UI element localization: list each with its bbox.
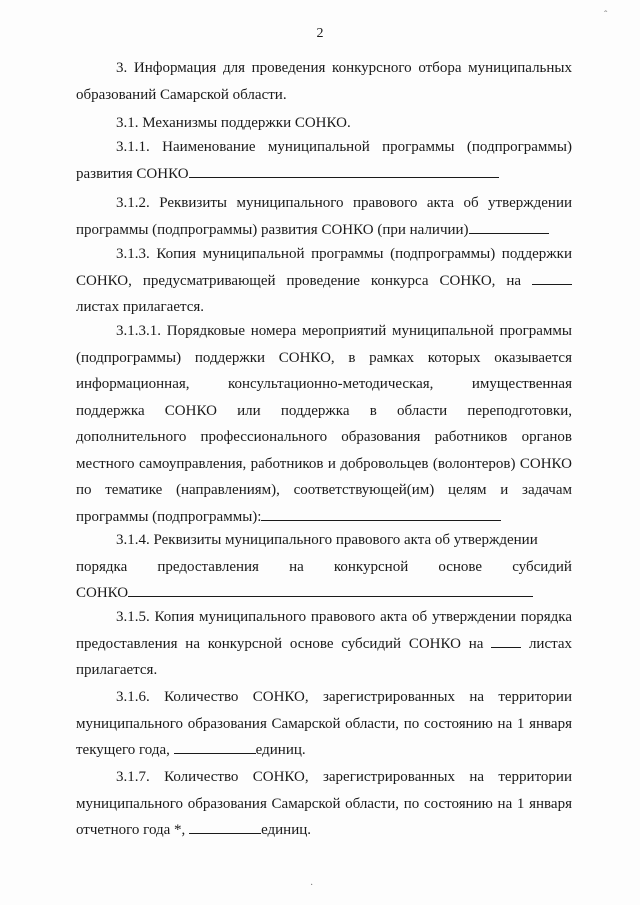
section-3-1-heading bbox=[76, 110, 572, 137]
paragraph-3-1-3 bbox=[76, 241, 572, 321]
paragraph-3-1-3-1 bbox=[76, 318, 572, 530]
fill-blank-sheets-count[interactable] bbox=[532, 270, 572, 285]
paragraph-3-1-1-text: 3.1.1. Наименование муниципальной программы (подпрограммы) развития СОНКО bbox=[76, 139, 572, 182]
fill-blank-sheets-count-2[interactable] bbox=[491, 633, 521, 648]
fill-blank-act-details[interactable] bbox=[469, 219, 549, 234]
paragraph-3-1-4 bbox=[76, 527, 572, 607]
paragraph-3-1-2-text: 3.1.2. Реквизиты муниципального правового акта об утверждении программы (подпрограммы) развития СОНКО (при наличии) bbox=[76, 195, 572, 238]
paragraph-3-1-3-tail: листах прилагается. bbox=[76, 299, 205, 315]
section-3-heading bbox=[76, 55, 572, 108]
fill-blank-program-name[interactable] bbox=[189, 163, 499, 178]
paragraph-3-1-5-text: 3.1.5. Копия муниципального правового акта об утверждении порядка предоставления на конкурсной основе субсидий СОНКО на bbox=[76, 609, 572, 652]
paragraph-3-1-5 bbox=[76, 604, 572, 684]
paragraph-3-1-7-text: 3.1.7. Количество СОНКО, зарегистрированных на территории муниципального образования Самарской области, по состоянию на 1 января отчетного года *, bbox=[76, 769, 572, 838]
word-2: предоставления bbox=[157, 558, 259, 575]
word-1: порядка bbox=[76, 558, 128, 575]
paragraph-3-1-7 bbox=[76, 764, 572, 844]
paragraph-3-1-5-tail: листах прилагается. bbox=[76, 635, 573, 678]
fill-blank-subsidy-act[interactable] bbox=[128, 582, 533, 597]
paragraph-3-1-4-line2 bbox=[76, 554, 572, 581]
section-3-text: 3. Информация для проведения конкурсного отбора муниципальных образований Самарской области. bbox=[76, 60, 572, 103]
section-3-1-text: 3.1. Механизмы поддержки СОНКО. bbox=[116, 115, 351, 131]
scan-artifact: ˆ bbox=[604, 10, 608, 21]
paragraph-3-1-4-end: СОНКО bbox=[76, 585, 129, 601]
paragraph-3-1-6 bbox=[76, 684, 572, 764]
fill-blank-reporting-count[interactable] bbox=[189, 819, 261, 834]
paragraph-3-1-1 bbox=[76, 134, 572, 187]
page-number: 2 bbox=[316, 26, 324, 41]
paragraph-3-1-7-unit: единиц. bbox=[261, 822, 312, 838]
paragraph-3-1-3-1-text: 3.1.3.1. Порядковые номера мероприятий муниципальной программы (подпрограммы) поддержки СОНКО, в рамках которых оказывается информационная, консультационно-методическая, имущественная поддержка СОНКО или поддержка в области переподготовки, дополнительного профессионального образования работников органов местного самоуправления, работников и добровольцев (волонтеров) СОНКО по тематике (направлениям), соответствующей(им) целям и задачам программы (подпрограммы): bbox=[76, 323, 572, 525]
scan-artifact-bottom: · bbox=[310, 880, 314, 891]
word-5: основе bbox=[438, 558, 483, 575]
paragraph-3-1-3-text: 3.1.3. Копия муниципальной программы (подпрограммы) поддержки СОНКО, предусматривающей проведение конкурса СОНКО, на bbox=[76, 246, 572, 289]
word-6: субсидий bbox=[512, 558, 572, 575]
paragraph-3-1-4-line1: 3.1.4. Реквизиты муниципального правового акта об утверждении bbox=[116, 532, 538, 548]
paragraph-3-1-2 bbox=[76, 190, 572, 243]
word-3: на bbox=[289, 558, 304, 575]
paragraph-3-1-6-unit: единиц. bbox=[255, 742, 306, 758]
fill-blank-current-count[interactable] bbox=[174, 739, 256, 754]
paragraph-3-1-6-text: 3.1.6. Количество СОНКО, зарегистрированных на территории муниципального образования Самарской области, по состоянию на 1 января текущего года, bbox=[76, 689, 572, 758]
fill-blank-activity-numbers[interactable] bbox=[261, 506, 501, 521]
word-4: конкурсной bbox=[333, 558, 409, 575]
